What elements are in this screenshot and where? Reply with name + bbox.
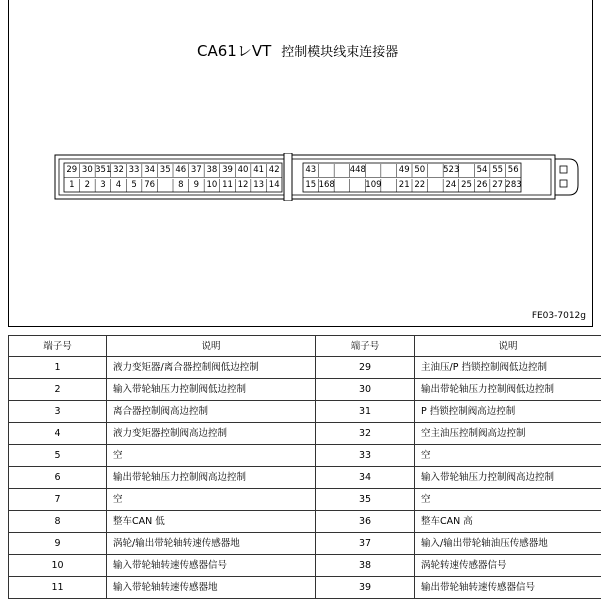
- pin-number: 5: [9, 445, 107, 467]
- pin-description: 涡轮转速传感器信号: [415, 555, 601, 577]
- pin-label: 76: [144, 180, 156, 190]
- table-row: [9, 401, 601, 423]
- pin-label: 351: [95, 165, 112, 175]
- pin-number: 31: [316, 401, 415, 423]
- pin-label: 5: [131, 180, 137, 190]
- pin-label: 25: [461, 180, 472, 190]
- pin-description: 离合器控制阀高边控制: [107, 401, 316, 423]
- pin-label: 14: [268, 180, 280, 190]
- pin-label: 12: [237, 180, 249, 190]
- pin-label: 11: [222, 180, 233, 190]
- pin-label: 37: [190, 165, 202, 175]
- figure-title-cn: 控制模块线束连接器: [281, 45, 399, 60]
- pin-number: 4: [9, 423, 107, 445]
- connector-outline: [54, 153, 579, 201]
- pin-description: 输出带轮轴转速传感器信号: [415, 577, 601, 599]
- pin-description: 涡轮/输出带轮轴转速传感器地: [107, 533, 316, 555]
- figure-title: [197, 40, 398, 61]
- table-row: [9, 555, 601, 577]
- table-row: [9, 445, 601, 467]
- pin-label: 27: [492, 180, 504, 190]
- pin-label: 24: [445, 180, 457, 190]
- pin-number: 36: [316, 511, 415, 533]
- pin-label: 168: [318, 180, 335, 190]
- table-header-row: [9, 336, 601, 357]
- pin-label: 26: [476, 180, 488, 190]
- pin-description: 空: [107, 445, 316, 467]
- pin-description: 空: [415, 445, 601, 467]
- pin-number: 35: [316, 489, 415, 511]
- connector-figure: [8, 0, 593, 327]
- pin-label: 9: [193, 180, 200, 190]
- header-pin-number-1: 端子号: [9, 336, 107, 357]
- table-row: [9, 577, 601, 599]
- pin-label: 35: [159, 165, 171, 175]
- pin-label: 40: [237, 165, 249, 175]
- pin-number: 11: [9, 577, 107, 599]
- table-row: [9, 489, 601, 511]
- table-row: [9, 357, 601, 379]
- pin-number: 6: [9, 467, 107, 489]
- pin-description: 空: [107, 489, 316, 511]
- pin-label: 21: [398, 180, 410, 190]
- table-row: [9, 467, 601, 489]
- header-description-2: 说明: [415, 336, 601, 357]
- pin-description: 输入带轮轴转速传感器信号: [107, 555, 316, 577]
- header-description-1: 说明: [107, 336, 316, 357]
- pin-label: 46: [175, 165, 187, 175]
- pin-label: 8: [178, 180, 184, 190]
- pin-label: 38: [206, 165, 218, 175]
- table-row: [9, 423, 601, 445]
- pin-number: 34: [316, 467, 415, 489]
- pin-description: 输出带轮轴压力控制阀高边控制: [107, 467, 316, 489]
- pin-label: 448: [349, 165, 366, 175]
- pin-label: 283: [505, 180, 522, 190]
- pin-number: 1: [9, 357, 107, 379]
- pin-description: 输入带轮轴转速传感器地: [107, 577, 316, 599]
- pin-number: 8: [9, 511, 107, 533]
- pin-description: 输入带轮轴压力控制阀低边控制: [107, 379, 316, 401]
- pin-number: 29: [316, 357, 415, 379]
- pin-number: 38: [316, 555, 415, 577]
- pin-label: 4: [115, 180, 122, 190]
- pin-number: 2: [9, 379, 107, 401]
- pin-number: 7: [9, 489, 107, 511]
- pin-description: 输入带轮轴压力控制阀高边控制: [415, 467, 601, 489]
- pin-description: 液力变矩器/离合器控制阀低边控制: [107, 357, 316, 379]
- pin-number: 33: [316, 445, 415, 467]
- pin-label: 50: [414, 165, 426, 175]
- pin-label: 2: [84, 180, 91, 190]
- pin-label: 10: [206, 180, 218, 190]
- pin-description: 输入/输出带轮轴油压传感器地: [415, 533, 601, 555]
- pin-number: 37: [316, 533, 415, 555]
- figure-code: FE03-7012g: [531, 311, 586, 321]
- pin-description: 液力变矩器控制阀高边控制: [107, 423, 316, 445]
- pin-number: 32: [316, 423, 415, 445]
- pin-description: P 挡锁控制阀高边控制: [415, 401, 601, 423]
- pin-label: 42: [268, 165, 280, 175]
- pin-label: 54: [476, 165, 488, 175]
- pin-label: 55: [492, 165, 504, 175]
- pin-label: 15: [305, 180, 317, 190]
- pin-number: 30: [316, 379, 415, 401]
- pin-label: 32: [113, 165, 124, 175]
- pin-label: 3: [100, 180, 106, 190]
- pin-label: 1: [69, 180, 75, 190]
- pin-description: 整车CAN 高: [415, 511, 601, 533]
- pin-description: 输出带轮轴压力控制阀低边控制: [415, 379, 601, 401]
- pin-description: 主油压/P 挡锁控制阀低边控制: [415, 357, 601, 379]
- pin-label: 34: [144, 165, 156, 175]
- pin-label: 33: [128, 165, 140, 175]
- pin-label: 41: [253, 165, 265, 175]
- pin-table: [8, 335, 601, 599]
- header-pin-number-2: 端子号: [316, 336, 415, 357]
- pin-number: 3: [9, 401, 107, 423]
- pin-number: 9: [9, 533, 107, 555]
- figure-title-model: CA61レVT: [197, 42, 272, 60]
- pin-description: 空主油压控制阀高边控制: [415, 423, 601, 445]
- pin-label: 49: [398, 165, 410, 175]
- table-row: [9, 533, 601, 555]
- table-row: [9, 511, 601, 533]
- pin-label: 109: [365, 180, 382, 190]
- pin-description: 空: [415, 489, 601, 511]
- pin-label: 22: [414, 180, 426, 190]
- pin-label: 13: [253, 180, 265, 190]
- pin-number: 39: [316, 577, 415, 599]
- pin-label: 29: [66, 165, 78, 175]
- pin-description: 整车CAN 低: [107, 511, 316, 533]
- pin-label: 30: [81, 165, 93, 175]
- pin-label: 523: [443, 165, 460, 175]
- pin-number: 10: [9, 555, 107, 577]
- pin-label: 43: [305, 165, 317, 175]
- pin-label: 56: [507, 165, 519, 175]
- pin-label: 39: [222, 165, 233, 175]
- connector-diagram: [54, 153, 579, 201]
- table-row: [9, 379, 601, 401]
